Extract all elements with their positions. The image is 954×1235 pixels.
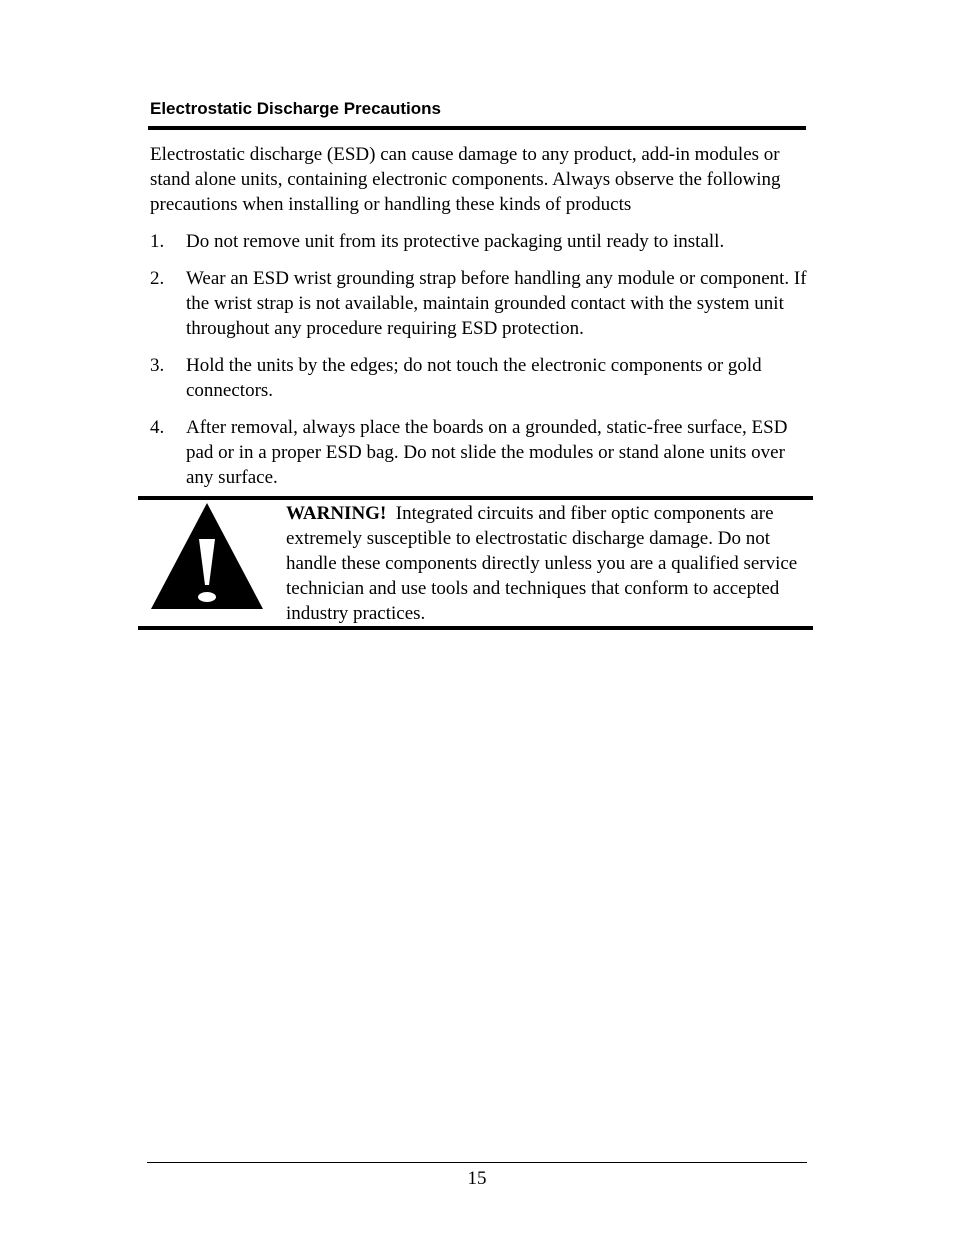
warning-label: WARNING!: [286, 503, 387, 524]
list-item-number: 3.: [150, 355, 165, 376]
section-heading: Electrostatic Discharge Precautions: [150, 99, 442, 118]
list-item: [150, 353, 810, 403]
list-item: [150, 266, 810, 341]
footer-rule: [147, 1162, 807, 1163]
precaution-list: [150, 229, 810, 502]
page-number: 15: [467, 1168, 487, 1189]
list-item-number: 4.: [150, 417, 165, 438]
warning-text: Integrated circuits and fiber optic components are extremely susceptible to electrostatic discharge damage. Do not handle these components directly unless you are a qualified service technician and use tools and techniques that conform to accepted industry practices.: [286, 503, 798, 624]
warning-message: [286, 501, 806, 626]
list-item-text: Hold the units by the edges; do not touch the electronic components or gold connectors.: [186, 355, 762, 401]
list-item-text: Do not remove unit from its protective packaging until ready to install.: [186, 231, 725, 252]
list-item-number: 1.: [150, 231, 165, 252]
warning-triangle-icon: [149, 501, 265, 611]
list-item: [150, 229, 810, 254]
intro-paragraph: Electrostatic discharge (ESD) can cause damage to any product, add-in modules or stand alone units, containing electronic components. Always observe the following precautions when installing or handling these kinds of products: [150, 144, 781, 215]
list-item-text: After removal, always place the boards on a grounded, static-free surface, ESD pad or in a proper ESD bag. Do not slide the modules or stand alone units over any surface.: [186, 417, 788, 488]
list-item-number: 2.: [150, 268, 165, 289]
warning-rule-bottom: [138, 626, 813, 630]
list-item: [150, 415, 810, 490]
heading-rule: [148, 126, 806, 130]
warning-rule-top: [138, 496, 813, 500]
list-item-text: Wear an ESD wrist grounding strap before handling any module or component. If the wrist strap is not available, maintain grounded contact with the system unit throughout any procedure requiring ESD protection.: [186, 268, 807, 339]
